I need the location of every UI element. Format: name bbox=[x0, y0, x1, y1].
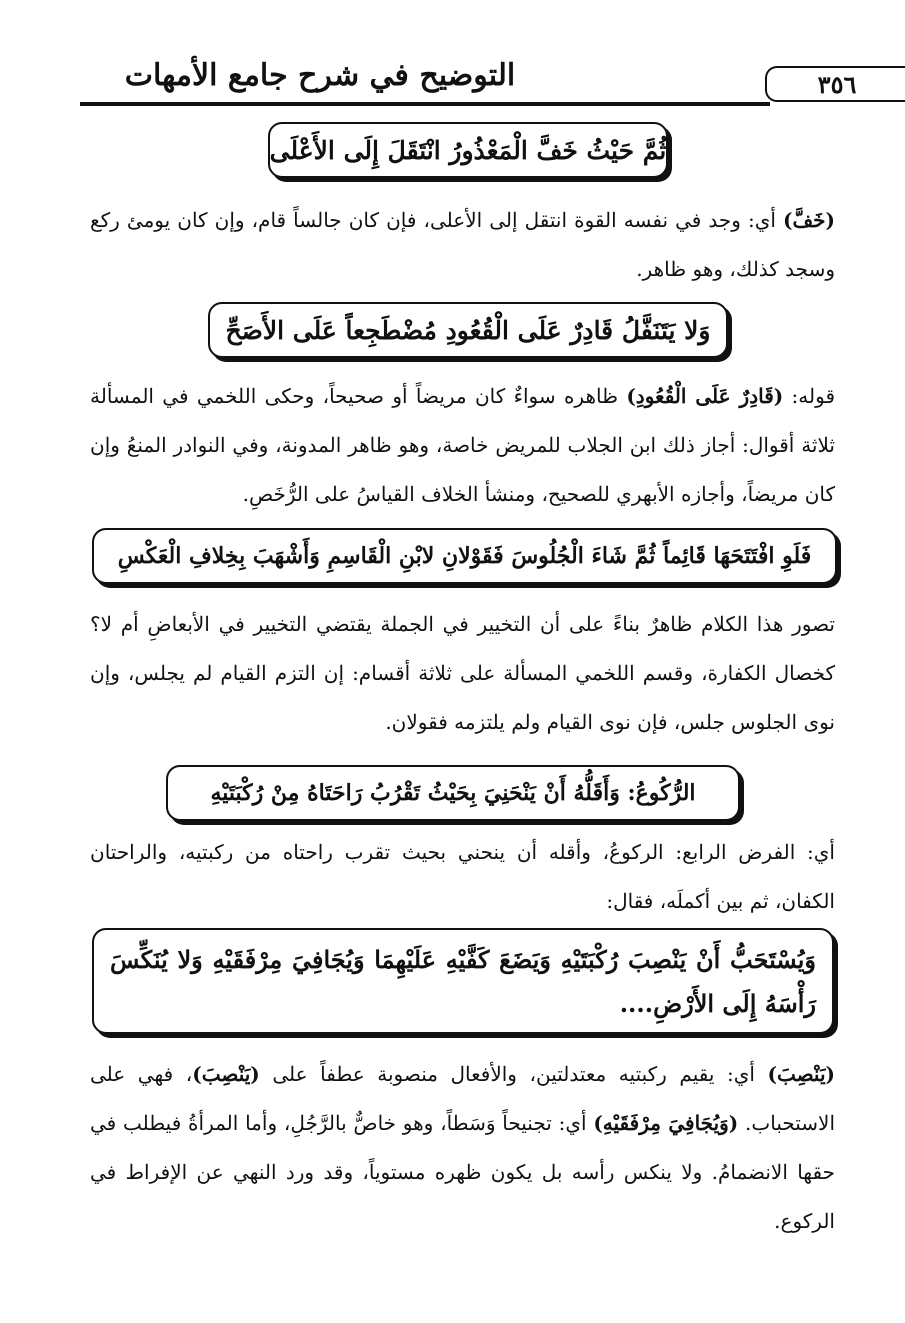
commentary-text: أي: وجد في نفسه القوة انتقل إلى الأعلى، فإن كان جالساً قام، وإن كان يومئ ركع وسجد كذلك، وهو ظاهر. bbox=[90, 208, 835, 281]
matn-text: فَلَوِ افْتَتَحَهَا قَائِماً ثُمَّ شَاءَ الْجُلُوسَ فَقَوْلانِ لابْنِ الْقَاسِمِ وَأَشْهَبَ بِخِلافِ الْعَكْسِ bbox=[117, 543, 812, 569]
matn-text: وَلا يَتَنَفَّلُ قَادِرٌ عَلَى الْقُعُودِ مُضْطَجِعاً عَلَى الأَصَحِّ bbox=[225, 315, 711, 345]
matn-text: وَيُسْتَحَبُّ أَنْ يَنْصِبَ رُكْبَتَيْهِ وَيَضَعَ كَفَّيْهِ عَلَيْهِمَا وَيُجَافِيَ مِرْفَقَيْهِ وَلا يُنَكِّسَ رَأْسَهُ إِلَى الأَرْضِ.... bbox=[110, 945, 816, 1018]
commentary-paragraph-1 bbox=[90, 196, 835, 294]
matn-box-2 bbox=[208, 302, 728, 358]
matn-box-5 bbox=[92, 928, 834, 1034]
commentary-prefix: قوله: bbox=[783, 384, 836, 408]
commentary-paragraph-4 bbox=[90, 828, 835, 926]
running-title: التوضيح في شرح جامع الأمهات bbox=[124, 58, 516, 93]
commentary-text: أي: تجنيحاً وَسَطاً، وهو خاصٌّ بالرَّجُلِ، وأما المرأةُ فيطلب في حقها الانضمامُ. ولا ينكس رأسه بل يكون ظهره مستوياً، وقد ورد النهي عن الإفراط في الركوع. bbox=[90, 1111, 835, 1233]
matn-box-4 bbox=[166, 765, 740, 821]
page-number: ٣٥٦ bbox=[765, 66, 905, 102]
commentary-text: ظاهره سواءٌ كان مريضاً أو صحيحاً، وحكى اللخمي في المسألة ثلاثة أقوال: أجاز ذلك ابن الجلاب للمريض خاصة، وهو ظاهر المدونة، وفي النوادر المنعُ وإن كان مريضاً، وأجازه الأبهري للصحيح، ومنشأ الخلاف القياسُ على الرُّخَصِ. bbox=[90, 384, 835, 506]
matn-box-1 bbox=[268, 122, 668, 178]
page-header bbox=[80, 52, 857, 112]
commentary-text: تصور هذا الكلام ظاهرٌ بناءً على أن التخيير في الجملة يقتضي التخيير في الأبعاضِ أم لا؟ كخصال الكفارة، وقسم اللخمي المسألة على ثلاثة أقسام: إن التزم القيام لم يجلس، وإن نوى الجلوس جلس، فإن نوى القيام ولم يلتزمه فقولان. bbox=[90, 612, 835, 734]
header-rule bbox=[80, 102, 770, 106]
matn-text: ثُمَّ حَيْثُ خَفَّ الْمَعْذُورُ انْتَقَلَ إِلَى الأَعْلَى bbox=[269, 135, 667, 165]
commentary-paragraph-5 bbox=[90, 1050, 835, 1246]
commentary-paragraph-3 bbox=[90, 600, 835, 747]
commentary-term: (خَفَّ) bbox=[783, 208, 835, 232]
commentary-text: أي: يقيم ركبتيه معتدلتين، والأفعال منصوبة عطفاً على bbox=[259, 1062, 768, 1086]
commentary-text: أي: الفرض الرابع: الركوعُ، وأقله أن ينحني بحيث تقرب راحتاه من ركبتيه، والراحتان الكفان، ثم بين أكملَه، فقال: bbox=[90, 840, 835, 913]
matn-text: الرُّكُوعُ: وَأَقَلُّهُ أَنْ يَنْحَنِيَ بِحَيْثُ تَقْرُبُ رَاحَتَاهُ مِنْ رُكْبَتَيْهِ bbox=[210, 780, 696, 806]
commentary-term: (قَادِرٌ عَلَى الْقُعُودِ) bbox=[626, 384, 784, 408]
commentary-term: (يَنْصِبَ) bbox=[192, 1062, 260, 1086]
commentary-paragraph-2 bbox=[90, 372, 835, 519]
matn-box-3 bbox=[92, 528, 837, 584]
commentary-text: ، فهي على الاستحباب. bbox=[90, 1062, 836, 1135]
commentary-term: (يَنْصِبَ) bbox=[767, 1062, 835, 1086]
commentary-term: (وَيُجَافِيَ مِرْفَقَيْهِ) bbox=[593, 1111, 739, 1135]
